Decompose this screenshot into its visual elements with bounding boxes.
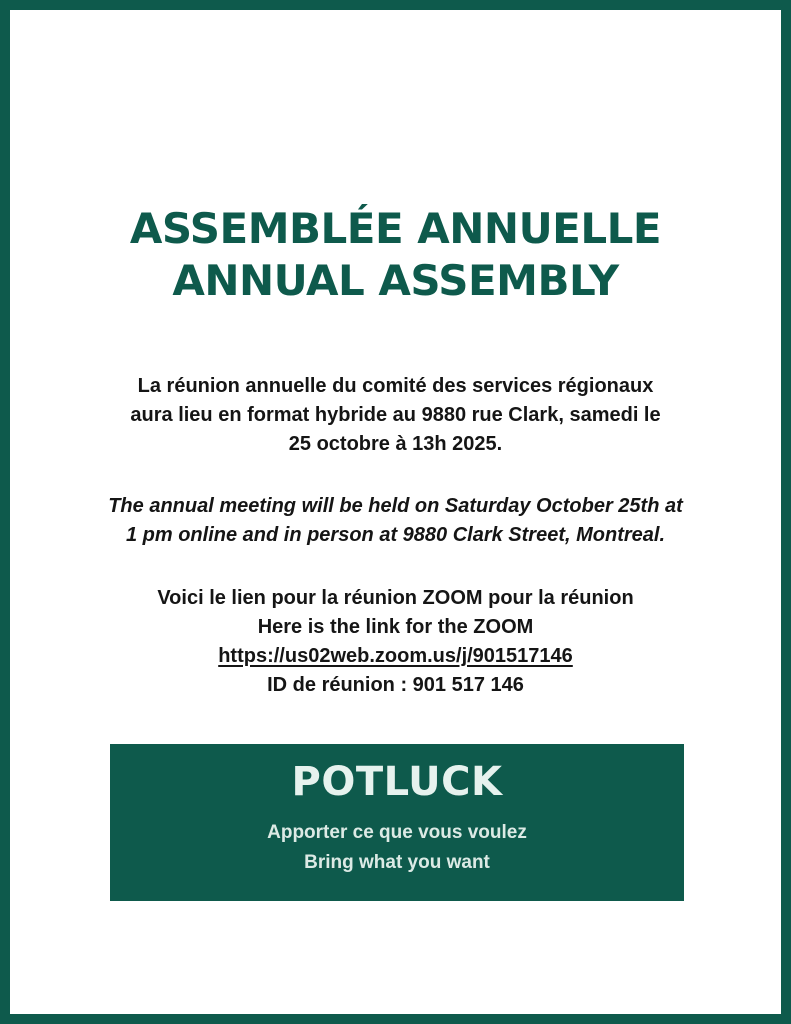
english-announcement bbox=[10, 492, 781, 550]
french-announcement bbox=[10, 372, 781, 459]
zoom-intro-french: Voici le lien pour la réunion ZOOM pour la réunion bbox=[157, 587, 634, 609]
french-line-1: La réunion annuelle du comité des services régionaux bbox=[137, 375, 654, 397]
french-line-2: aura lieu en format hybride au 9880 rue Clark, samedi le bbox=[130, 404, 661, 426]
zoom-info bbox=[10, 584, 781, 700]
french-line-3: 25 octobre à 13h 2025. bbox=[288, 433, 503, 455]
potluck-banner bbox=[110, 744, 684, 901]
potluck-line-french: Apporter ce que vous voulez bbox=[267, 822, 527, 843]
page-title bbox=[10, 203, 781, 307]
english-line-1: The annual meeting will be held on Saturday October 25th at bbox=[108, 495, 683, 517]
potluck-title: POTLUCK bbox=[291, 759, 503, 805]
english-line-2: 1 pm online and in person at 9880 Clark Street, Montreal. bbox=[125, 524, 666, 546]
title-english: ANNUAL ASSEMBLY bbox=[172, 256, 619, 305]
potluck-line-english: Bring what you want bbox=[304, 852, 490, 873]
zoom-meeting-id: ID de réunion : 901 517 146 bbox=[267, 674, 524, 696]
title-french: ASSEMBLÉE ANNUELLE bbox=[129, 204, 662, 253]
zoom-meeting-link[interactable]: https://us02web.zoom.us/j/901517146 bbox=[218, 645, 573, 667]
zoom-intro-english: Here is the link for the ZOOM bbox=[257, 616, 534, 638]
